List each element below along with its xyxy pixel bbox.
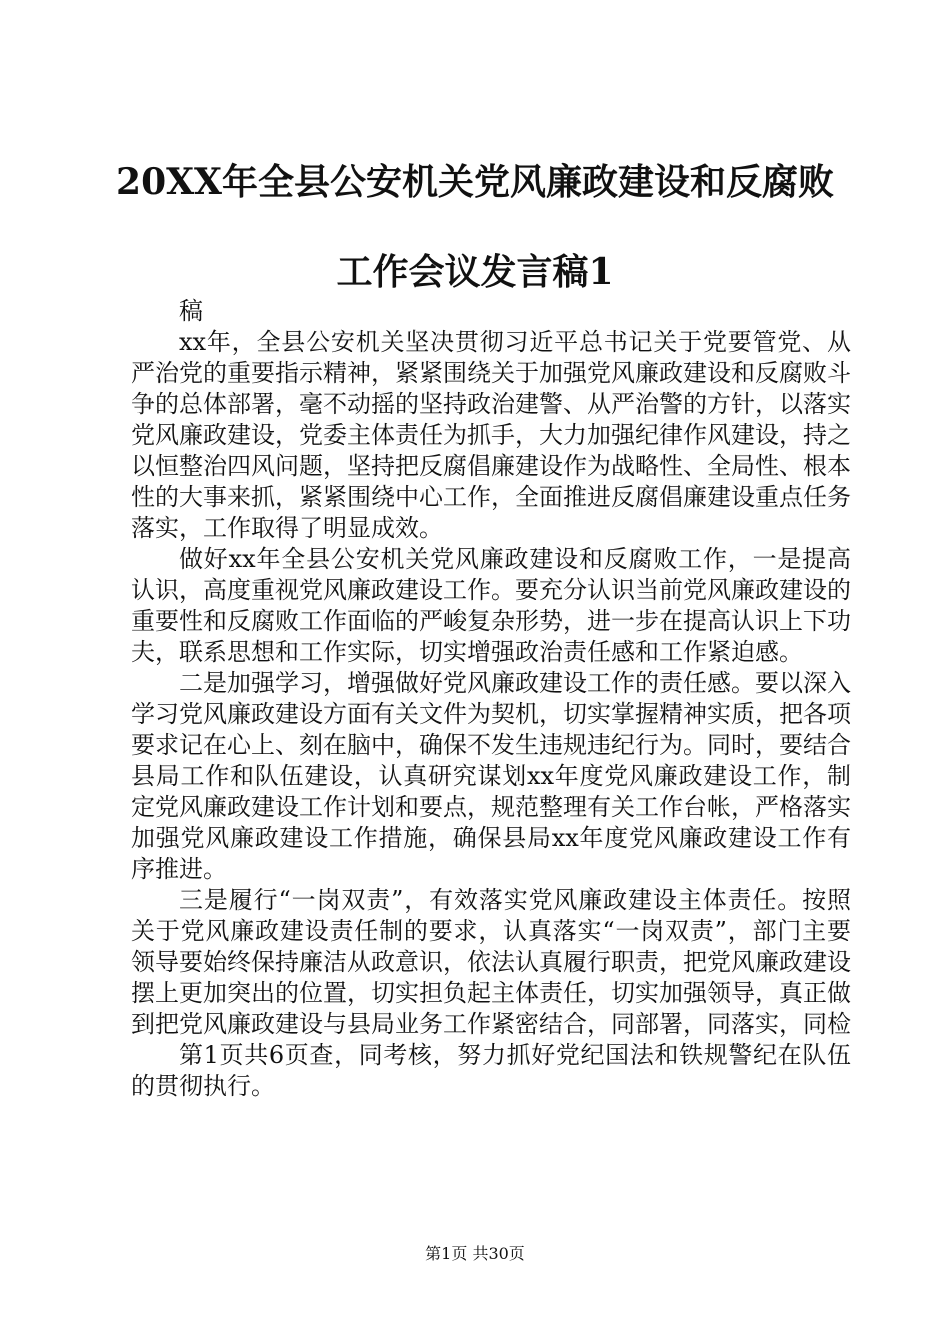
document-title-line-1: 20XX年全县公安机关党风廉政建设和反腐败 xyxy=(116,161,834,203)
page-footer: 第1页 共30页 xyxy=(425,1244,525,1263)
document-title-line-2: 工作会议发言稿1 xyxy=(336,251,614,293)
paragraph-summary: xx年，全县公安机关坚决贯彻习近平总书记关于党要管党、从严治党的重要指示精神，紧紧围绕关于加强党风廉政建设和反腐败斗争的总体部署，毫不动摇的坚持政治建警、从严治警的方针，以落实党风廉政建设，党委主体责任为抓手，大力加强纪律作风建设，持之以恒整治四风问题，坚持把反腐倡廉建设作为战略性、全局性、根本性的大事来抓，紧紧围绕中心工作，全面推进反腐倡廉建设重点任务落实，工作取得了明显成效。 xyxy=(131,328,851,542)
document-body xyxy=(131,296,851,1102)
paragraph-point-two: 二是加强学习，增强做好党风廉政建设工作的责任感。要以深入学习党风廉政建设方面有关文件为契机，切实掌握精神实质，把各项要求记在心上、刻在脑中，确保不发生违规违纪行为。同时，要结合县局工作和队伍建设，认真研究谋划xx年度党风廉政建设工作，制定党风廉政建设工作计划和要点，规范整理有关工作台帐，严格落实加强党风廉政建设工作措施，确保县局xx年度党风廉政建设工作有序推进。 xyxy=(131,669,851,883)
paragraph-opening: 稿 xyxy=(179,297,203,325)
paragraph-continuation: 第1页共6页查，同考核，努力抓好党纪国法和铁规警纪在队伍的贯彻执行。 xyxy=(131,1041,851,1100)
paragraph-point-three: 三是履行“一岗双责”，有效落实党风廉政建设主体责任。按照关于党风廉政建设责任制的要求，认真落实“一岗双责”，部门主要领导要始终保持廉洁从政意识，依法认真履行职责，把党风廉政建设摆上更加突出的位置，切实担负起主体责任，切实加强领导，真正做到把党风廉政建设与县局业务工作紧密结合，同部署，同落实，同检 xyxy=(131,886,851,1038)
paragraph-point-one: 做好xx年全县公安机关党风廉政建设和反腐败工作，一是提高认识，高度重视党风廉政建设工作。要充分认识当前党风廉政建设的重要性和反腐败工作面临的严峻复杂形势，进一步在提高认识上下功夫，联系思想和工作实际，切实增强政治责任感和工作紧迫感。 xyxy=(131,545,851,666)
